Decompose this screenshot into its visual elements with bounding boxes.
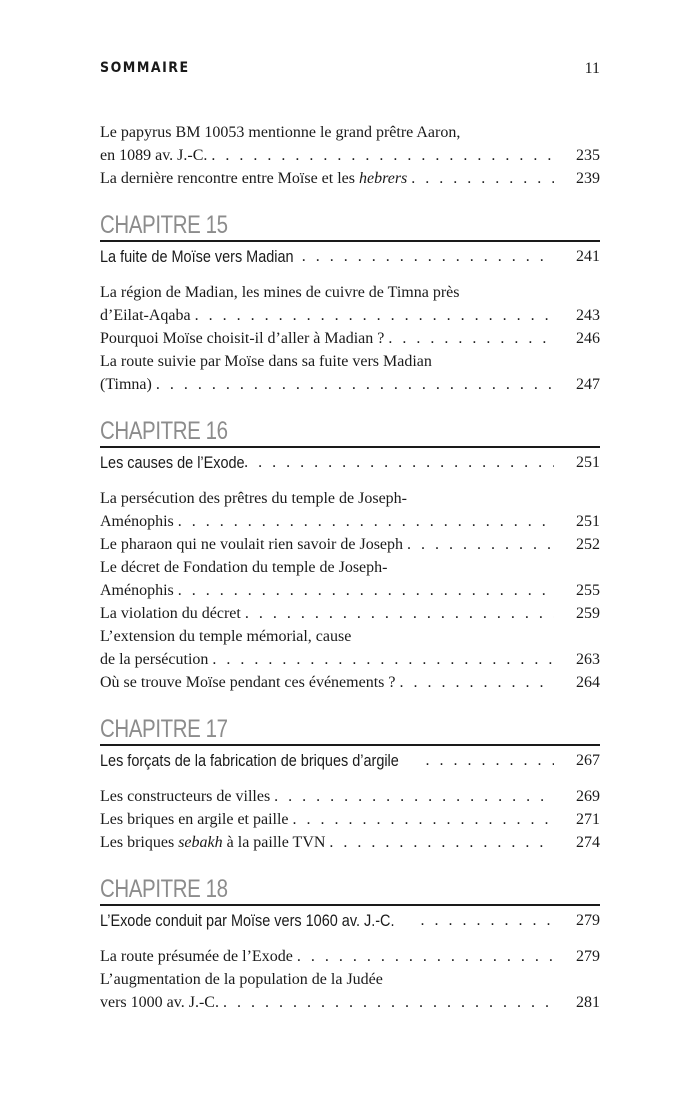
- dot-leader: [411, 167, 554, 190]
- toc-entry-text: La dernière rencontre entre Moïse et les: [100, 170, 359, 187]
- toc-entry-text: Le pharaon qui ne voulait rien savoir de Joseph: [100, 536, 404, 553]
- toc-entry: [100, 831, 600, 854]
- chapter-title: La fuite de Moïse vers Madian: [100, 247, 294, 266]
- toc-entry: [100, 602, 600, 625]
- toc-entry-text: Le décret de Fondation du temple de Joseph-: [100, 559, 388, 576]
- toc-page-number: 251: [576, 454, 600, 471]
- dot-leader: [223, 991, 554, 1014]
- toc-page-number: 241: [576, 248, 600, 265]
- toc-page-number: 267: [576, 752, 600, 769]
- toc-entry-text: L’augmentation de la population de la Judée: [100, 971, 383, 988]
- dot-leader: [274, 785, 554, 808]
- table-of-contents: [100, 121, 600, 1014]
- toc-page-number: 279: [576, 912, 600, 929]
- running-title: SOMMAIRE: [100, 60, 190, 76]
- chapter-rule: [100, 240, 600, 242]
- dot-leader: [211, 144, 554, 167]
- toc-entry-text: L’extension du temple mémorial, cause: [100, 628, 352, 645]
- chapter-label: CHAPITRE 16: [100, 417, 228, 445]
- toc-page-number: 235: [576, 147, 600, 164]
- toc-page-number: 251: [576, 513, 600, 530]
- dot-leader: [329, 831, 554, 854]
- toc-entry-text: Aménophis: [100, 513, 174, 530]
- chapter-label: CHAPITRE 15: [100, 211, 228, 239]
- chapter-title: Les causes de l’Exode: [100, 453, 245, 472]
- chapter-rule: [100, 446, 600, 448]
- chapter-title-entry: [100, 749, 600, 772]
- running-header: [100, 60, 600, 80]
- toc-entry-text: à la paille TVN: [222, 834, 326, 851]
- toc-page-number: 269: [576, 788, 600, 805]
- chapter-title-entry: [100, 245, 600, 268]
- toc-entry: [100, 281, 600, 327]
- chapter-label: CHAPITRE 18: [100, 875, 228, 903]
- toc-entry: [100, 808, 600, 831]
- toc-page-number: 259: [576, 605, 600, 622]
- page-number: 11: [584, 60, 600, 77]
- toc-entry-text: Les briques en argile et paille: [100, 811, 289, 828]
- toc-entry-text: La persécution des prêtres du temple de Joseph-: [100, 490, 408, 507]
- toc-entry-text: La violation du décret: [100, 605, 241, 622]
- toc-page-number: 247: [576, 376, 600, 393]
- chapter-title-entry: [100, 451, 600, 474]
- dot-leader: [293, 808, 554, 831]
- dot-leader: [297, 945, 554, 968]
- chapter-15: [100, 211, 600, 396]
- toc-entry-text: La route présumée de l’Exode: [100, 948, 293, 965]
- toc-entry: [100, 785, 600, 808]
- dot-leader: [178, 510, 554, 533]
- toc-entry-text: Les constructeurs de villes: [100, 788, 271, 805]
- dot-leader: [407, 533, 554, 556]
- toc-page-number: 252: [576, 536, 600, 553]
- toc-page-number: 246: [576, 330, 600, 347]
- chapter-title: Les forçats de la fabrication de briques d’argile: [100, 751, 399, 770]
- dot-leader: [212, 648, 554, 671]
- toc-page-number: 281: [576, 994, 600, 1011]
- dot-leader: [388, 327, 554, 350]
- toc-entry: [100, 350, 600, 396]
- dot-leader: [195, 304, 554, 327]
- chapter-rule: [100, 904, 600, 906]
- toc-entry: [100, 968, 600, 1014]
- dot-leader: [420, 909, 554, 932]
- dot-leader: [399, 671, 554, 694]
- toc-page-number: 274: [576, 834, 600, 851]
- toc-entry-text: en 1089 av. J.-C.: [100, 147, 208, 164]
- toc-page-number: 255: [576, 582, 600, 599]
- toc-entry: [100, 327, 600, 350]
- dot-leader: [426, 749, 554, 772]
- toc-entry-text: d’Eilat-Aqaba: [100, 307, 191, 324]
- toc-entry-text: Où se trouve Moïse pendant ces événements ?: [100, 674, 396, 691]
- toc-page-number: 239: [576, 170, 600, 187]
- chapter-title: L’Exode conduit par Moïse vers 1060 av. J.-C.: [100, 911, 395, 930]
- toc-entry-text: Le papyrus BM 10053 mentionne le grand prêtre Aaron,: [100, 124, 461, 141]
- toc-page-number: 243: [576, 307, 600, 324]
- toc-entry: [100, 533, 600, 556]
- toc-entry-italic-text: hebrers: [358, 170, 408, 187]
- toc-entry-text: Les briques: [100, 834, 179, 851]
- toc-page-number: 271: [576, 811, 600, 828]
- chapter-label: CHAPITRE 17: [100, 715, 228, 743]
- toc-entry: [100, 487, 600, 533]
- chapter-17: [100, 715, 600, 854]
- toc-entry-text: La route suivie par Moïse dans sa fuite vers Madian: [100, 353, 432, 370]
- toc-entry: [100, 625, 600, 671]
- toc-page-number: 279: [576, 948, 600, 965]
- toc-entry-text: (Timna): [100, 376, 152, 393]
- toc-entry: [100, 556, 600, 602]
- toc-entry-text: Pourquoi Moïse choisit-il d’aller à Madian ?: [100, 330, 385, 347]
- toc-page-number: 264: [576, 674, 600, 691]
- toc-entry: [100, 121, 600, 167]
- dot-leader: [178, 579, 554, 602]
- chapter-16: [100, 417, 600, 694]
- chapter-title-entry: [100, 909, 600, 932]
- dot-leader: [156, 373, 554, 396]
- dot-leader: [245, 602, 554, 625]
- chapter-rule: [100, 744, 600, 746]
- toc-entry-italic-text: sebakh: [178, 834, 223, 851]
- dot-leader: [302, 245, 554, 268]
- toc-entry: [100, 945, 600, 968]
- dot-leader: [244, 451, 554, 474]
- chapter-18: [100, 875, 600, 1014]
- toc-entry: [100, 671, 600, 694]
- toc-entry-text: de la persécution: [100, 651, 209, 668]
- toc-entry-text: La région de Madian, les mines de cuivre de Timna près: [100, 284, 460, 301]
- toc-page-number: 263: [576, 651, 600, 668]
- toc-entry-text: Aménophis: [100, 582, 174, 599]
- toc-entry: [100, 167, 600, 190]
- toc-entry-text: vers 1000 av. J.-C.: [100, 994, 219, 1011]
